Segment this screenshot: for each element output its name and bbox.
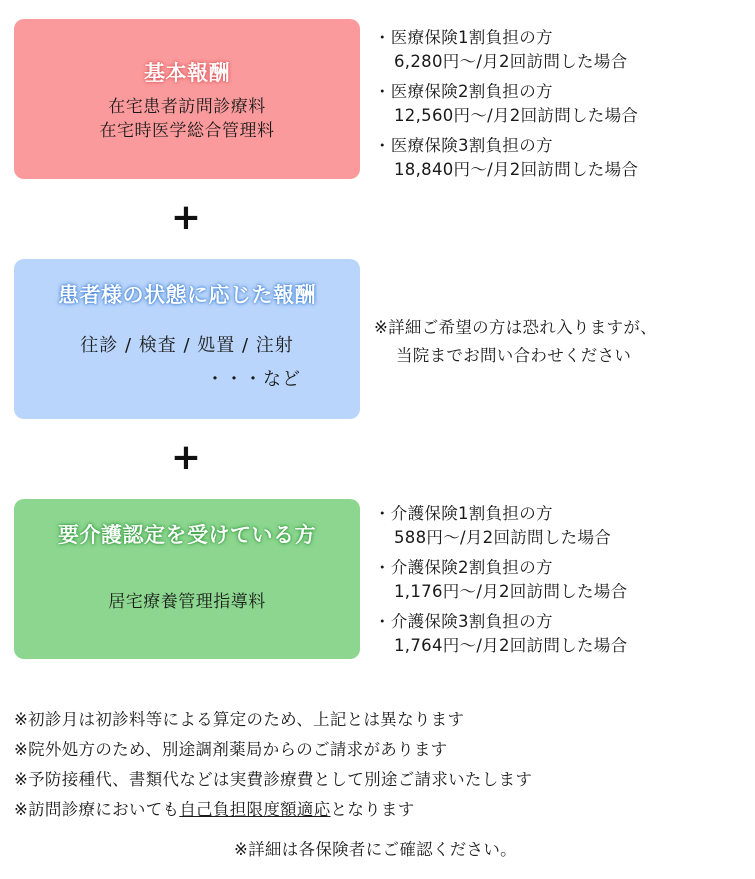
condition-fee-box: [14, 259, 360, 419]
insurance-label: ・医療保険2割負担の方: [374, 82, 553, 101]
insurance-label: ・介護保険2割負担の方: [374, 558, 553, 577]
footer-note: ※詳細は各保険者にご確認ください。: [234, 840, 517, 859]
insurance-price: 1,764円～/月2回訪問した場合: [394, 636, 628, 655]
note-extra-costs: ※予防接種代、書類代などは実費診療費として別途ご請求いたします: [14, 770, 533, 789]
note-cost-limit: [14, 795, 532, 825]
insurance-price: 12,560円～/月2回訪問した場合: [394, 106, 639, 125]
note-cost-limit-pre: ※訪問診療においても: [14, 800, 180, 819]
condition-fee-line-1: 往診 / 検査 / 処置 / 注射: [80, 335, 294, 356]
medical-insurance-list: [374, 26, 638, 188]
care-insurance-list: [374, 502, 627, 664]
insurance-price: 1,176円～/月2回訪問した場合: [394, 582, 628, 601]
note-cost-limit-underlined: 自己負担限度額適応: [179, 800, 331, 819]
list-item: [374, 502, 627, 550]
list-item: [374, 80, 638, 128]
note-first-visit: ※初診月は初診料等による算定のため、上記とは異なります: [14, 710, 465, 729]
plus-sign: +: [170, 437, 202, 478]
condition-fee-line-2: ・・・など: [206, 369, 301, 390]
basic-fee-line-1: 在宅患者訪問診療料: [108, 97, 266, 117]
plus-sign: +: [170, 197, 202, 238]
insurance-price: 18,840円～/月2回訪問した場合: [394, 160, 639, 179]
basic-fee-line-2: 在宅時医学総合管理料: [99, 121, 275, 141]
list-item: [374, 26, 638, 74]
list-item: [374, 610, 627, 658]
insurance-label: ・介護保険1割負担の方: [374, 504, 553, 523]
note-prescription: ※院外処方のため、別途調剤薬局からのご請求があります: [14, 740, 448, 759]
basic-fee-box: [14, 19, 360, 179]
notes-section: [14, 705, 532, 825]
note-cost-limit-post: となります: [330, 800, 415, 819]
care-fee-line-1: 居宅療養管理指導料: [108, 592, 266, 612]
care-fee-title: 要介護認定を受けている方: [58, 523, 316, 547]
insurance-label: ・医療保険1割負担の方: [374, 28, 553, 47]
list-item: [374, 134, 638, 182]
inquiry-note-line-2: 当院までお問い合わせください: [396, 346, 632, 365]
insurance-price: 588円～/月2回訪問した場合: [394, 528, 612, 547]
list-item: [374, 556, 627, 604]
condition-fee-title: 患者様の状態に応じた報酬: [58, 283, 316, 307]
insurance-price: 6,280円～/月2回訪問した場合: [394, 52, 628, 71]
inquiry-note-line-1: ※詳細ご希望の方は恐れ入りますが、: [374, 318, 657, 337]
insurance-label: ・医療保険3割負担の方: [374, 136, 553, 155]
inquiry-note: [374, 314, 657, 370]
insurance-label: ・介護保険3割負担の方: [374, 612, 553, 631]
care-fee-box: [14, 499, 360, 659]
basic-fee-title: 基本報酬: [144, 61, 230, 85]
